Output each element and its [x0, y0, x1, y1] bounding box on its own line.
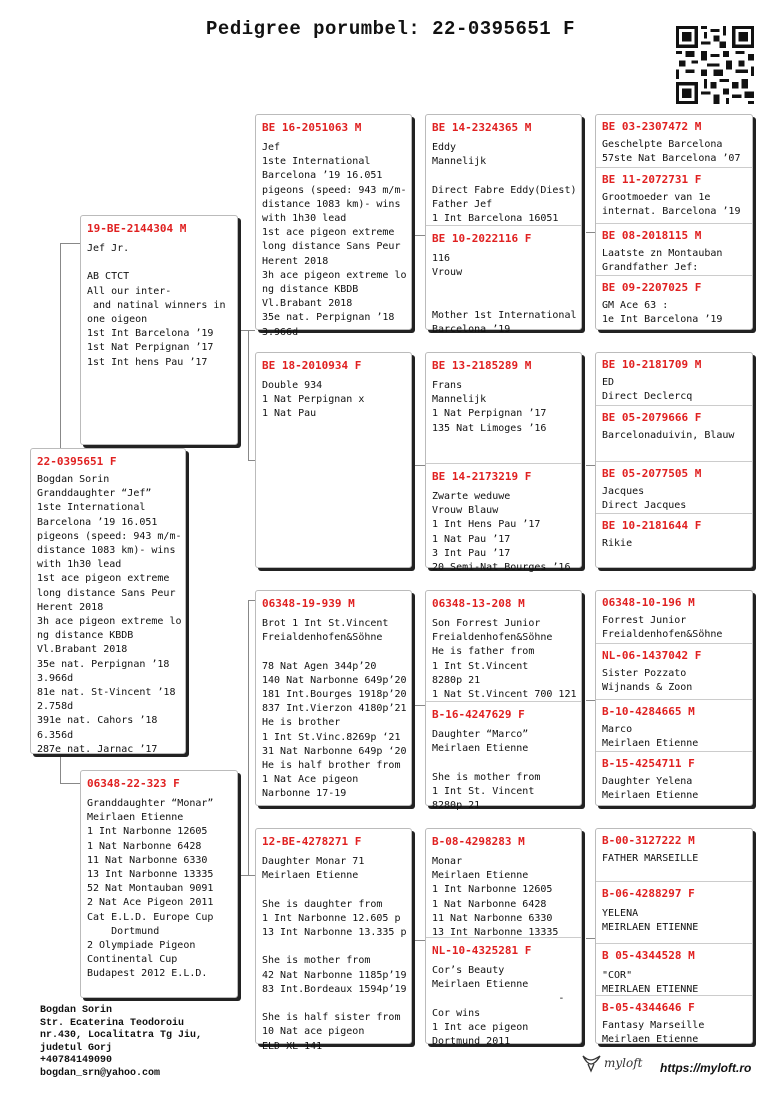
pigeon-notes: Marco Meirlaen Etienne: [602, 724, 699, 750]
ring-number: NL-10-4325281 F: [432, 944, 532, 957]
ring-number: BE 14-2173219 F: [432, 470, 532, 483]
pigeon-notes: FATHER MARSEILLE: [602, 853, 699, 864]
pigeon-notes: 116 Vrouw Mother 1st International Barcelona ’19: [432, 253, 577, 336]
connector-line: [60, 783, 80, 784]
ring-number: 06348-19-939 M: [262, 597, 355, 610]
ring-number: 06348-13-208 M: [432, 597, 525, 610]
pigeon-card-subject[interactable]: [30, 448, 186, 754]
ring-number: B-10-4284665 M: [602, 705, 695, 718]
brand-name: myloft: [604, 1056, 643, 1070]
ring-number: BE 03-2307472 M: [602, 120, 702, 133]
qr-code-icon: [676, 26, 754, 104]
pigeon-notes: Laatste zn Montauban Grandfather Jef:: [602, 248, 723, 274]
pigeon-card-ggp-34[interactable]: [425, 352, 582, 574]
pigeon-notes: Son Forrest Junior Freialdenhofen&Söhne He is father from 1 Int St.Vincent 8280p 21 1 Nat St.Vincent 700 121: [432, 618, 577, 701]
pigeon-card-ggp-56[interactable]: [425, 590, 582, 812]
connector-line: [235, 330, 255, 331]
ring-number: B-15-4254711 F: [602, 757, 695, 770]
pigeon-card-mother[interactable]: [80, 770, 238, 998]
pigeon-notes: Jef 1ste International Barcelona ’19 16.051 pigeons (speed: 943 m/m- distance 1083 km)- wins with 1h30 lead 1st ace pigeon extreme long distance Sans Peur Herent 2018 3h ace pigeon extreme lo ng distance KBDB Vl.Brabant 2018 35e nat. Perpignan ’18 3.966d: [262, 142, 407, 338]
pigeon-notes: Geschelpte Barcelona 57ste Nat Barcelona ’07: [602, 139, 741, 165]
pigeon-notes: Zwarte weduwe Vrouw Blauw 1 Int Hens Pau ’17 1 Nat Pau ’17 3 Int Pau ’17 20 Semi-Nat Bourges ’16: [432, 491, 571, 574]
ring-number: 06348-10-196 M: [602, 596, 695, 609]
pigeon-card-ggp-12[interactable]: [425, 114, 582, 336]
pigeon-card-gp-4[interactable]: [255, 828, 412, 1052]
ring-number: BE 08-2018115 M: [602, 229, 702, 242]
pigeon-notes: GM Ace 63 : 1e Int Barcelona ’19: [602, 300, 723, 326]
pigeon-card-ggp-78[interactable]: [425, 828, 582, 1048]
pigeon-notes: Eddy Mannelijk Direct Fabre Eddy(Diest) Father Jef 1 Int Barcelona 16051: [432, 142, 577, 225]
page-title: Pedigree porumbel: 22-0395651 F: [206, 18, 575, 40]
ring-number: B-08-4298283 M: [432, 835, 525, 848]
pigeon-notes: Monar Meirlaen Etienne 1 Int Narbonne 12605 1 Nat Narbonne 6428 11 Nat Narbonne 6330 13 Int Narbonne 13335: [432, 856, 559, 939]
ring-number: BE 14-2324365 M: [432, 121, 532, 134]
pigeon-notes: Forrest Junior Freialdenhofen&Söhne: [602, 615, 723, 641]
pigeon-notes: Barcelonaduivin, Blauw: [602, 430, 735, 441]
pigeon-notes: Daughter Yelena Meirlaen Etienne: [602, 776, 699, 802]
pigeon-card-gp-1[interactable]: [255, 114, 412, 338]
ring-number: B-05-4344646 F: [602, 1001, 695, 1014]
ring-number: B-16-4247629 F: [432, 708, 525, 721]
pigeon-card-gp-2[interactable]: [255, 352, 412, 568]
owner-contact: Bogdan Sorin Str. Ecaterina Teodoroiu nr.430, Localitatra Tg Jiu, judetul Gorj +40784149090 bogdan_srn@yahoo.com: [40, 1005, 203, 1079]
ring-number: BE 05-2077505 M: [602, 467, 702, 480]
connector-line: [60, 243, 61, 455]
ring-number: BE 16-2051063 M: [262, 121, 362, 134]
pigeon-card-gggp-13-16[interactable]: [595, 828, 753, 1044]
ring-number: BE 13-2185289 M: [432, 359, 532, 372]
ring-number: BE 10-2181709 M: [602, 358, 702, 371]
ring-number: B-06-4288297 F: [602, 887, 695, 900]
pigeon-card-gggp-1-4[interactable]: [595, 114, 753, 330]
connector-line: [248, 330, 249, 460]
ring-number: NL-06-1437042 F: [602, 649, 702, 662]
connector-line: [60, 755, 61, 783]
connector-line: [248, 600, 249, 875]
pigeon-notes: Grootmoeder van 1e internat. Barcelona ’19: [602, 192, 741, 218]
ring-number: BE 05-2079666 F: [602, 411, 702, 424]
ring-number: 22-0395651 F: [37, 455, 117, 468]
pigeon-card-gggp-9-12[interactable]: [595, 590, 753, 806]
myloft-bird-logo-icon: [580, 1052, 602, 1074]
ring-number: B 05-4344528 M: [602, 949, 695, 962]
pigeon-notes: Granddaughter “Monar” Meirlaen Etienne 1 Int Narbonne 12605 1 Nat Narbonne 6428 11 Nat Narbonne 6330 13 Int Narbonne 13335 52 Nat Montauban 9091 2 Nat Ace Pigeon 2011 Cat E.L.D. Europe Cup Dortmund 2 Olympiade Pigeon Continental Cup Budapest 2012 E.L.D.: [87, 798, 214, 980]
pigeon-notes: "COR" MEIRLAEN ETIENNE: [602, 970, 699, 996]
ring-number: BE 09-2207025 F: [602, 281, 702, 294]
ring-number: 19-BE-2144304 M: [87, 222, 187, 235]
pigeon-notes: Frans Mannelijk 1 Nat Perpignan ’17 135 Nat Limoges ’16: [432, 380, 547, 434]
pigeon-notes: YELENA MEIRLAEN ETIENNE: [602, 908, 699, 934]
ring-number: BE 18-2010934 F: [262, 359, 362, 372]
pigeon-card-gggp-5-8[interactable]: [595, 352, 753, 568]
pigeon-card-father[interactable]: [80, 215, 238, 445]
pigeon-card-gp-3[interactable]: [255, 590, 412, 806]
connector-line: [60, 243, 80, 244]
brand-logo: [580, 1052, 642, 1074]
pigeon-notes: Daughter “Marco” Meirlaen Etienne She is mother from 1 Int St. Vincent 8280p 21: [432, 729, 541, 812]
ring-number: BE 10-2181644 F: [602, 519, 702, 532]
pigeon-notes: Daughter Monar 71 Meirlaen Etienne She is daughter from 1 Int Narbonne 12.605 p 13 Int Narbonne 13.335 p She is mother from 42 Nat Narbonne 1185p’19 83 Int.Bordeaux 1594p’19 She is half sister from 10 Nat ace pigeon ELD XL 141: [262, 856, 407, 1052]
pigeon-notes: Rikie: [602, 538, 633, 549]
pigeon-notes: Jef Jr. AB CTCT All our inter- and natinal winners in one oigeon 1st Int Barcelona ’19 1st Nat Perpignan ’17 1st Int hens Pau ’17: [87, 243, 226, 368]
ring-number: 12-BE-4278271 F: [262, 835, 362, 848]
pigeon-notes: Bogdan Sorin Granddaughter “Jef” 1ste International Barcelona ’19 16.051 pigeons (speed: 943 m/m- distance 1083 km)- wins with 1h30 lead 1st ace pigeon extreme long distance Sans Peur Herent 2018 3h ace pigeon extreme lo ng distance KBDB Vl.Brabant 2018 35e nat. Perpignan ’18 3.966d 81e nat. St-Vincent ’18 2.758d 391e nat. Cahors ’18 6.356d 287e nat. Jarnac ’17: [37, 474, 182, 755]
pigeon-notes: Jacques Direct Jacques: [602, 486, 687, 512]
ring-number: BE 11-2072731 F: [602, 173, 702, 186]
pigeon-notes: ED Direct Declercq: [602, 377, 693, 403]
pigeon-notes: Sister Pozzato Wijnands & Zoon: [602, 668, 693, 694]
connector-line: [240, 875, 256, 876]
pigeon-notes: Fantasy Marseille Meirlaen Etienne: [602, 1020, 705, 1046]
pigeon-notes: Brot 1 Int St.Vincent Freialdenhofen&Söhne 78 Nat Agen 344p’20 140 Nat Narbonne 649p’20 181 Int.Bourges 1918p’20 837 Int.Vierzon 4180p’21 He is brother 1 Int St.Vinc.8269p ‘21 31 Nat Narbonne 649p ‘20 He is half brother from 1 Nat Ace pigeon Narbonne 17-19: [262, 618, 407, 800]
ring-number: B-00-3127222 M: [602, 834, 695, 847]
website-link[interactable]: https://myloft.ro: [660, 1061, 752, 1075]
pigeon-notes: Double 934 1 Nat Perpignan x 1 Nat Pau: [262, 380, 365, 420]
ring-number: BE 10-2022116 F: [432, 232, 532, 245]
ring-number: 06348-22-323 F: [87, 777, 180, 790]
pigeon-notes: Cor’s Beauty Meirlaen Etienne - Cor wins 1 Int ace pigeon Dortmund 2011: [432, 965, 565, 1048]
